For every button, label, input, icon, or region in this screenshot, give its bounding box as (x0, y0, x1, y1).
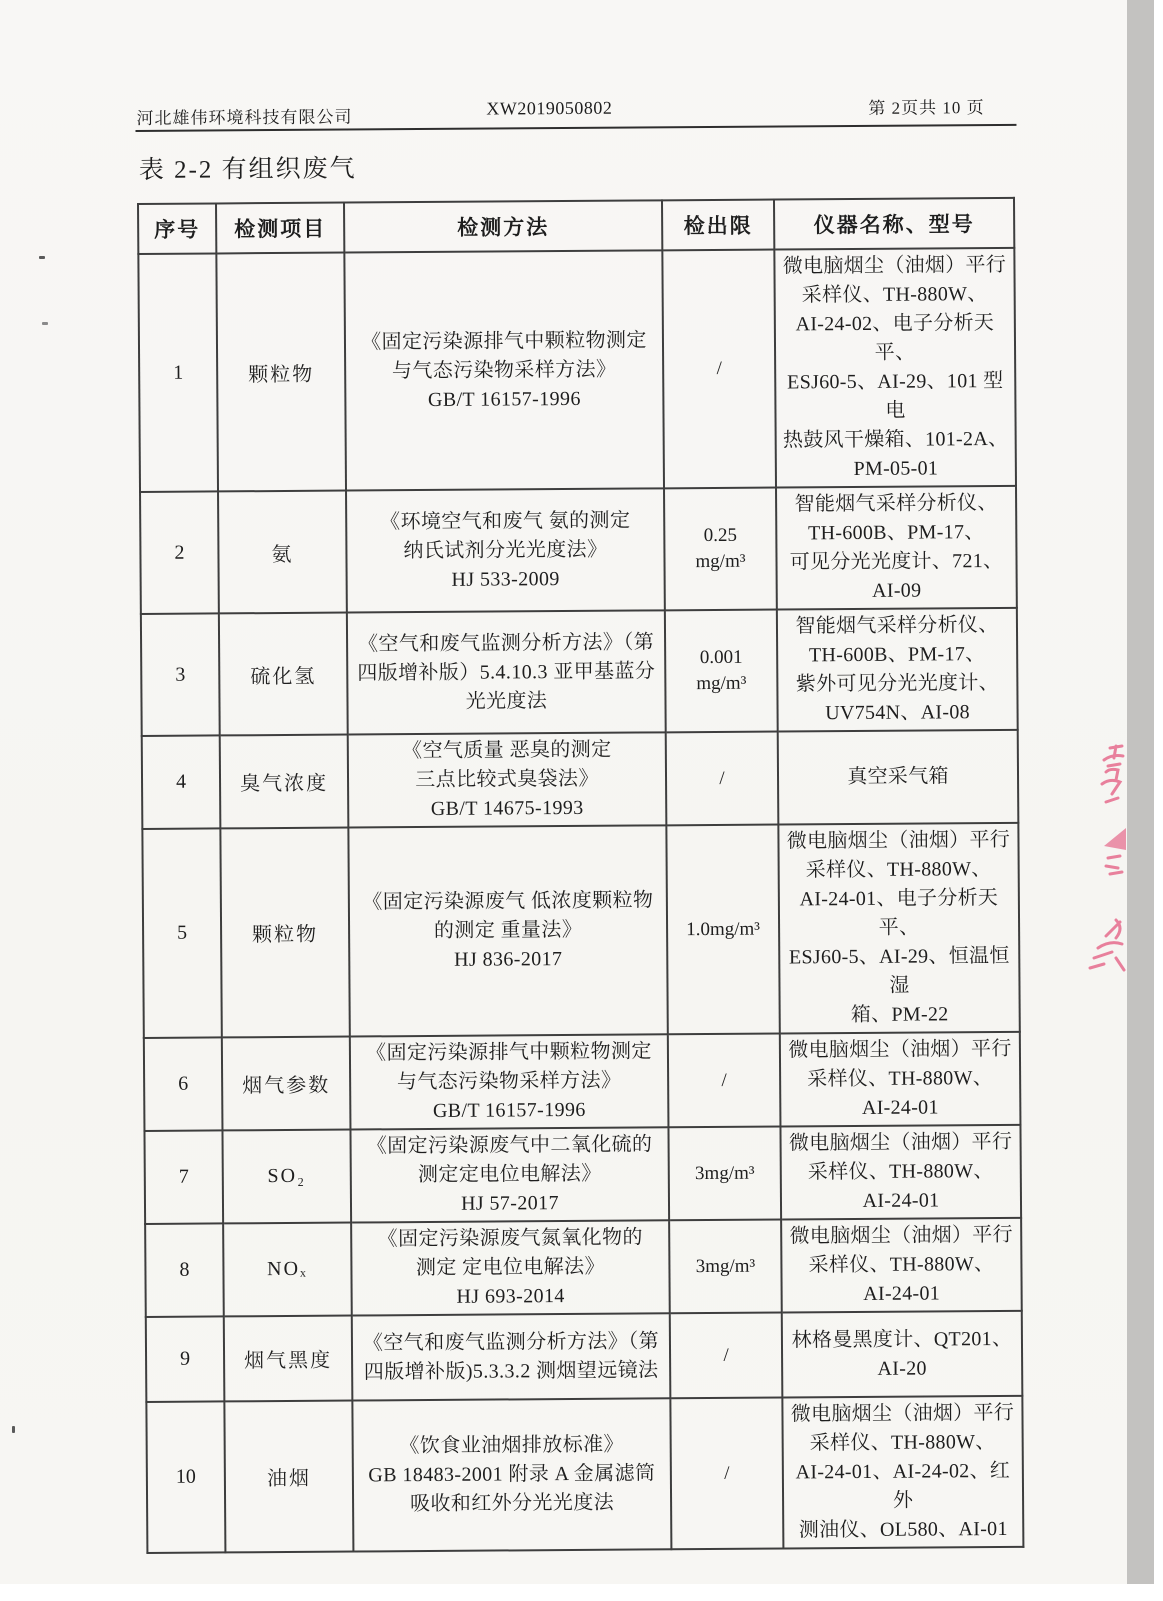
column-header: 序号 (138, 203, 216, 254)
cell-instrument-model: 微电脑烟尘（油烟）平行 采样仪、TH-880W、 AI-24-01 (781, 1218, 1022, 1313)
column-header: 仪器名称、型号 (774, 198, 1014, 250)
cell-detection-item: 臭气浓度 (220, 735, 349, 829)
table-row (142, 823, 1019, 1038)
table-title: 表 2-2 有组织废气 (138, 155, 357, 184)
organized-waste-gas-table (137, 197, 1024, 1554)
cell-instrument-model: 微电脑烟尘（油烟）平行 采样仪、TH-880W、 AI-24-01、电子分析天平、 ESJ60-5、AI-29、恒温恒湿 箱、PM-22 (778, 823, 1019, 1034)
cell-detection-limit: / (666, 732, 779, 826)
cell-instrument-model: 微电脑烟尘（油烟）平行 采样仪、TH-880W、 AI-24-01 (780, 1032, 1021, 1127)
table-row (141, 608, 1018, 736)
cell-detection-method: 《固定污染源废气中二氧化硫的 测定定电位电解法》 HJ 57-2017 (350, 1127, 669, 1222)
cell-detection-item: 氨 (218, 491, 347, 614)
cell-detection-limit: 0.25 mg/m³ (664, 488, 777, 611)
table-row (138, 248, 1016, 492)
column-header: 检出限 (662, 200, 774, 251)
table-row (146, 1311, 1023, 1402)
cell-detection-method: 《固定污染源废气 低浓度颗粒物 的测定 重量法》 HJ 836-2017 (348, 825, 667, 1036)
cell-serial-number: 6 (144, 1037, 223, 1131)
table-row (144, 1125, 1021, 1224)
table-row (144, 1032, 1021, 1131)
cell-detection-method: 《固定污染源排气中颗粒物测定 与气态污染物采样方法》 GB/T 16157-1996 (350, 1034, 669, 1129)
cell-detection-item: 颗粒物 (220, 828, 349, 1038)
cell-instrument-model: 智能烟气采样分析仪、 TH-600B、PM-17、 可见分光光度计、721、AI-09 (776, 486, 1017, 610)
cell-detection-limit: / (662, 250, 776, 489)
stamp-fragment-top (1096, 744, 1128, 810)
cell-detection-limit: / (668, 1034, 781, 1128)
scan-edge-white (1154, 0, 1163, 1600)
cell-detection-item: 颗粒物 (216, 253, 346, 492)
cell-instrument-model: 真空采气箱 (778, 730, 1019, 825)
cell-detection-limit: 3mg/m³ (668, 1127, 781, 1221)
cell-detection-method: 《固定污染源排气中颗粒物测定 与气态污染物采样方法》 GB/T 16157-1996 (344, 250, 664, 490)
cell-serial-number: 9 (146, 1316, 225, 1402)
table-row (140, 486, 1017, 614)
cell-serial-number: 10 (146, 1401, 225, 1553)
stamp-fragment-bottom (1086, 918, 1128, 976)
column-header: 检测方法 (344, 200, 662, 252)
cell-instrument-model: 微电脑烟尘（油烟）平行 采样仪、TH-880W、 AI-24-01、AI-24-02、红外 测油仪、OL580、AI-01 (782, 1396, 1023, 1549)
cell-detection-item: SO₂ (222, 1130, 351, 1224)
cell-serial-number: 3 (141, 613, 220, 736)
cell-detection-method: 《固定污染源废气氮氧化物的 测定 定电位电解法》 HJ 693-2014 (351, 1220, 670, 1315)
table-header-row (138, 198, 1014, 254)
cell-serial-number: 5 (142, 828, 221, 1038)
cell-serial-number: 4 (142, 735, 221, 829)
cell-detection-limit: 0.001 mg/m³ (665, 610, 778, 733)
cell-detection-limit: / (670, 1398, 783, 1550)
header-report-number: XW2019050802 (486, 97, 613, 119)
cell-detection-method: 《空气和废气监测分析方法》（第 四版增补版)5.3.3.2 测烟望远镜法 (352, 1313, 671, 1400)
table-row (145, 1218, 1022, 1317)
stamp-fragment-middle (1100, 828, 1128, 880)
table-row (142, 730, 1019, 829)
cell-detection-method: 《空气质量 恶臭的测定 三点比较式臭袋法》 GB/T 14675-1993 (348, 732, 667, 827)
cell-detection-limit: 1.0mg/m³ (666, 825, 779, 1035)
cell-detection-item: 烟气黑度 (224, 1316, 353, 1402)
cell-instrument-model: 微电脑烟尘（油烟）平行 采样仪、TH-880W、 AI-24-01 (780, 1125, 1021, 1220)
table-row (146, 1396, 1023, 1553)
cell-detection-item: 硫化氢 (219, 613, 348, 736)
scan-speck (12, 1426, 15, 1433)
scan-edge-shadow (1127, 0, 1154, 1584)
cell-serial-number: 2 (140, 491, 219, 614)
scan-edge-bottom (0, 1584, 1163, 1600)
cell-detection-method: 《饮食业油烟排放标准》 GB 18483-2001 附录 A 金属滤筒 吸收和红外分光光度法 (352, 1398, 671, 1551)
cell-instrument-model: 智能烟气采样分析仪、 TH-600B、PM-17、 紫外可见分光光度计、 UV754N、AI-08 (777, 608, 1018, 732)
scan-speck (39, 256, 45, 259)
column-header: 检测项目 (216, 203, 344, 254)
cell-detection-method: 《环境空气和废气 氨的测定 纳氏试剂分光光度法》 HJ 533-2009 (346, 488, 665, 612)
cell-serial-number: 1 (138, 253, 218, 492)
cell-instrument-model: 微电脑烟尘（油烟）平行 采样仪、TH-880W、 AI-24-02、电子分析天平、 ESJ60-5、AI-29、101 型电 热鼓风干燥箱、101-2A、 PM-05-01 (774, 248, 1016, 488)
cell-detection-limit: 3mg/m³ (669, 1220, 782, 1314)
cell-detection-item: 油烟 (224, 1401, 353, 1553)
cell-instrument-model: 林格曼黑度计、QT201、 AI-20 (782, 1311, 1023, 1398)
cell-serial-number: 7 (144, 1130, 223, 1224)
cell-detection-item: 烟气参数 (222, 1037, 351, 1131)
scan-speck (42, 322, 48, 325)
cell-detection-limit: / (670, 1313, 783, 1399)
header-page-number: 第 2页共 10 页 (868, 98, 985, 118)
cell-serial-number: 8 (145, 1223, 224, 1317)
cell-detection-item: NOₓ (223, 1223, 352, 1317)
cell-detection-method: 《空气和废气监测分析方法》（第 四版增补版）5.4.10.3 亚甲基蓝分 光光度法 (347, 610, 666, 734)
header-company-name: 河北雄伟环境科技有限公司 (136, 107, 353, 129)
